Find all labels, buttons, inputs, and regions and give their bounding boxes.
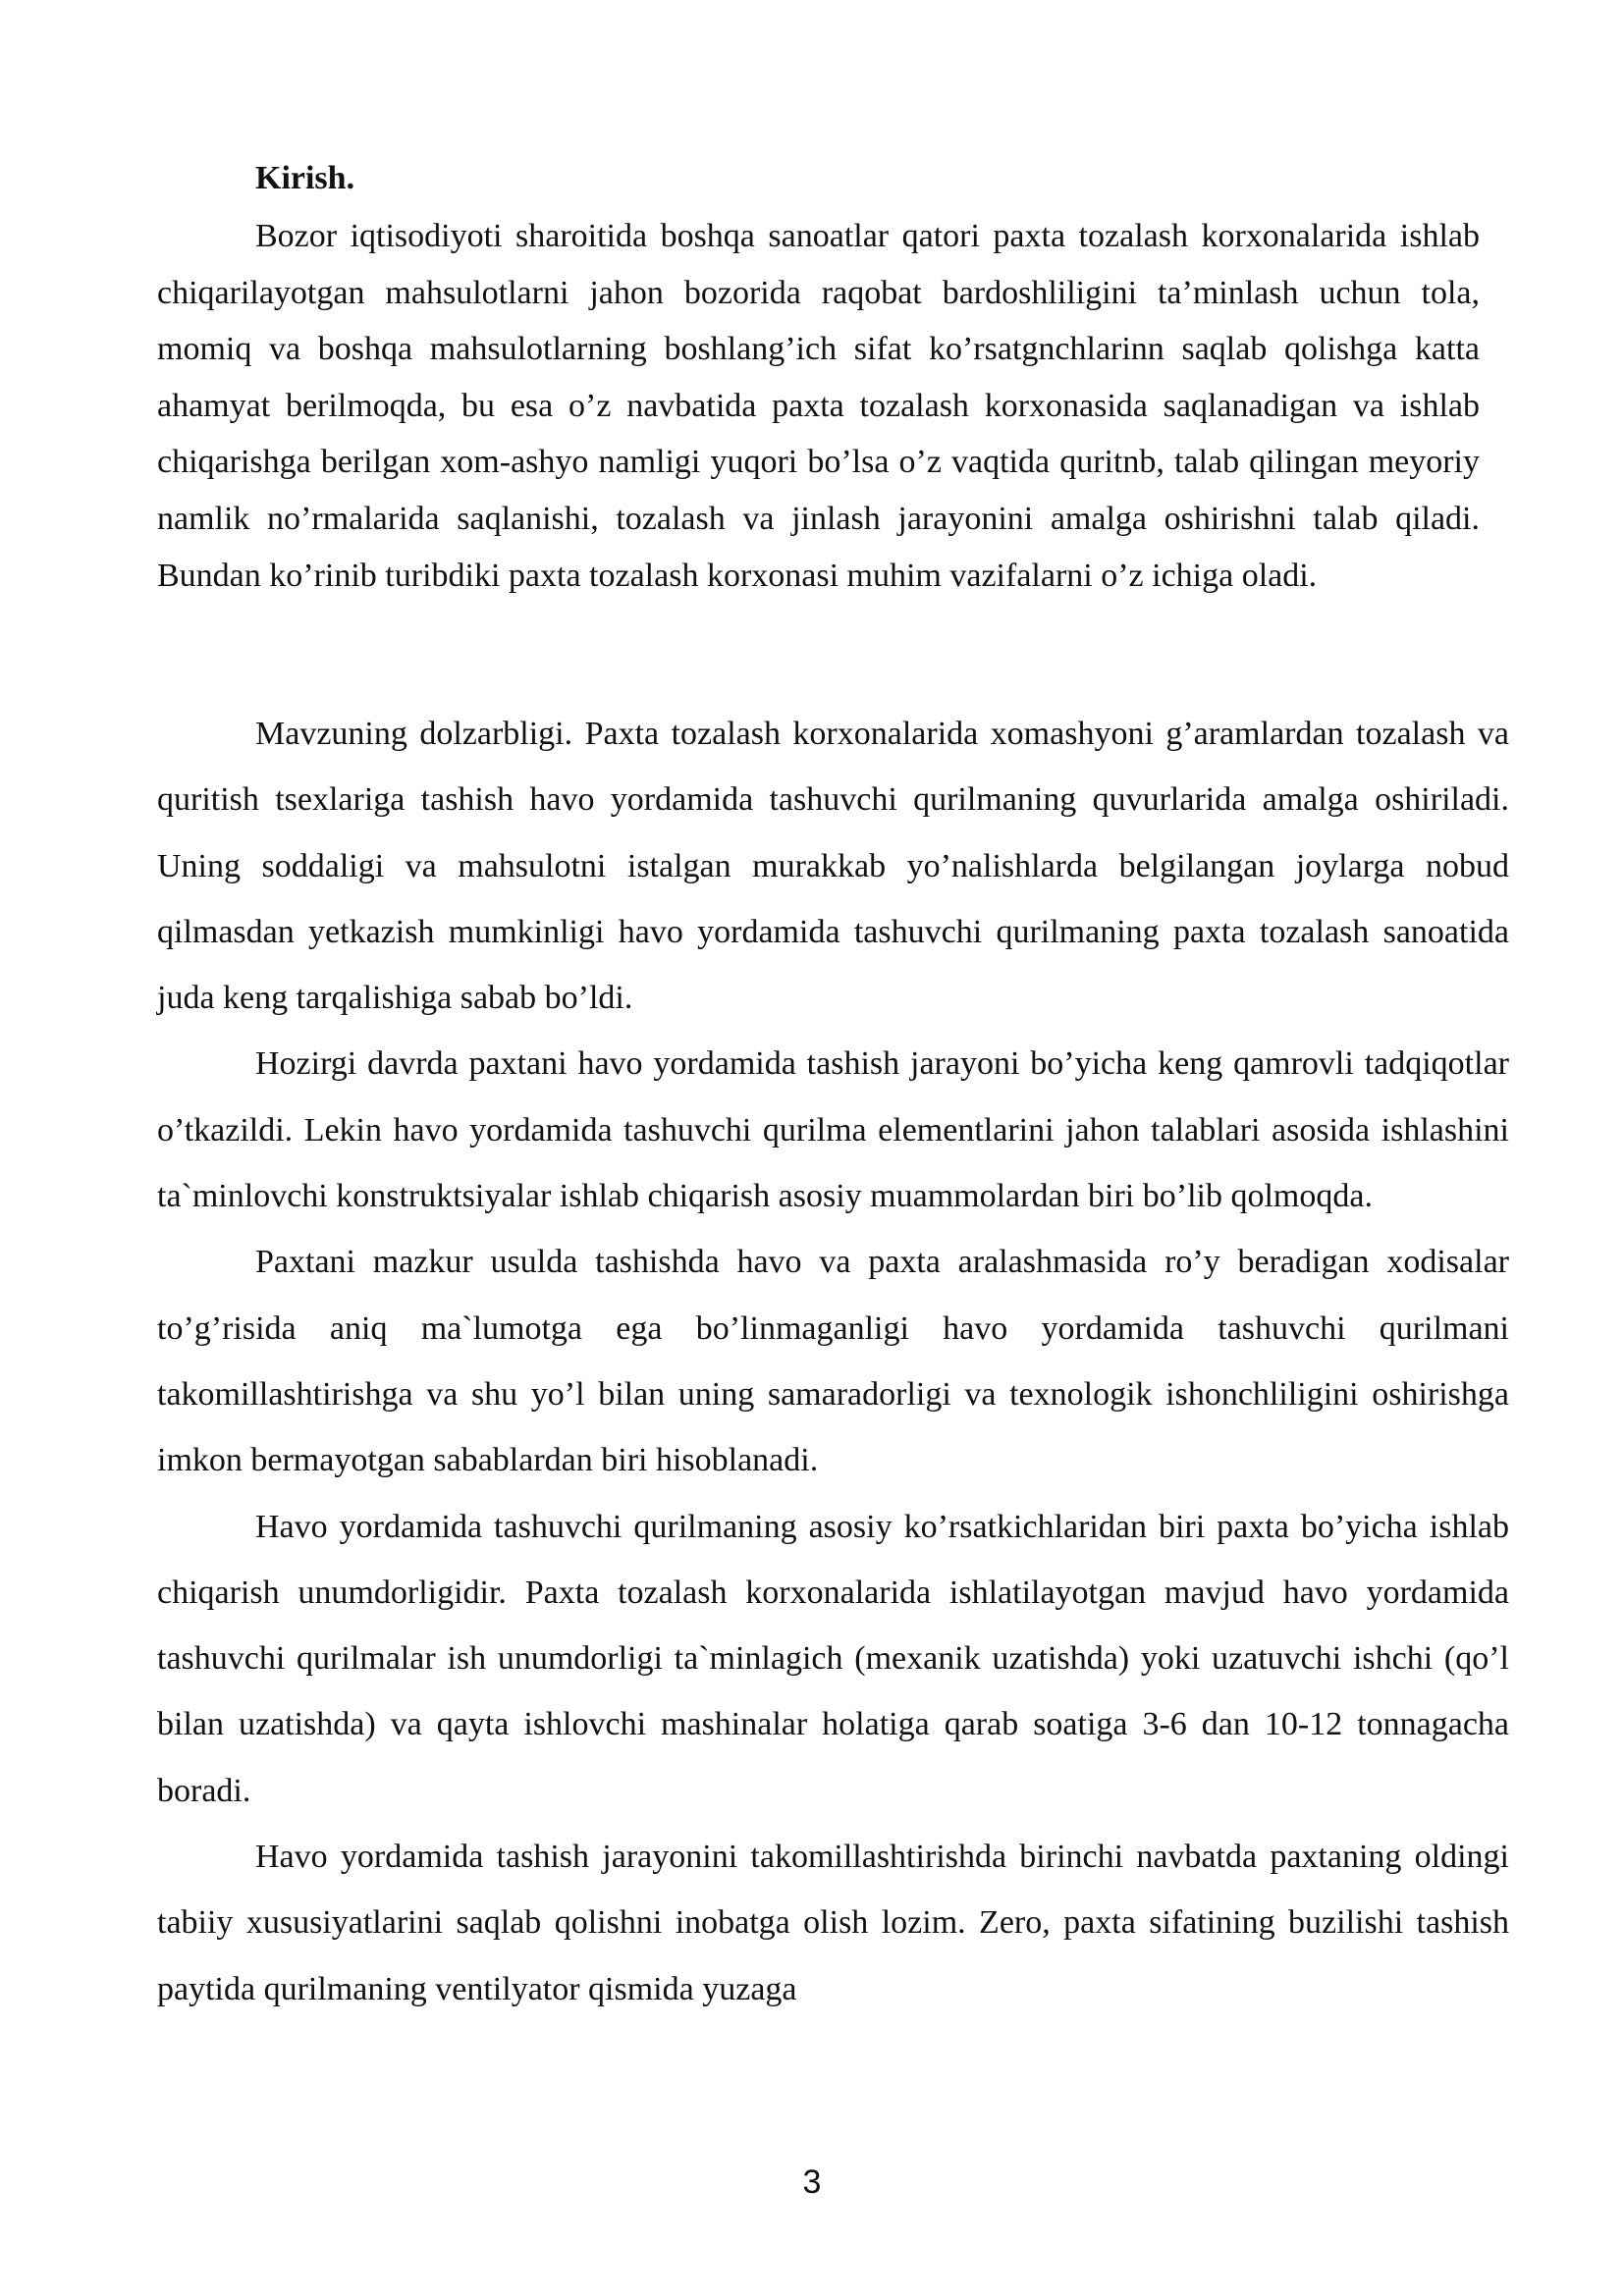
paragraph-improvement: Havo yordamida tashish jarayonini takomillashtirishda birinchi navbatda paxtaning oldingi tabiiy xususiyatlarini saqlab qolishni inobatga olish lozim. Zero, paxta sifatining buzilishi tashish paytida qurilmaning ventilyator qismida yuzaga — [157, 1839, 1509, 2007]
paragraph-productivity: Havo yordamida tashuvchi qurilmaning asosiy ko’rsatkichlaridan biri paxta bo’yicha ishlab chiqarish unumdorligidir. Paxta tozalash korxonalarida ishlatilayotgan mavjud havo yordamida tashuvchi qurilmalar ish unumdorligi ta`minlagich (mexanik uzatishda) yoki uzatuvchi ishchi (qo’l bilan uzatishda) va qayta ishlovchi mashinalar holatiga qarab soatiga 3-6 dan 10-12 tonnagacha boradi. — [157, 1508, 1509, 1809]
text-block-main — [157, 701, 1509, 2022]
paragraph-research: Hozirgi davrda paxtani havo yordamida tashish jarayoni bo’yicha keng qamrovli tadqiqotlar o’tkazildi. Lekin havo yordamida tashuvchi qurilma elementlarini jahon talablari asosida ishlashini ta`minlovchi konstruktsiyalar ishlab chiqarish asosiy muammolardan biri bo’lib qolmoqda. — [157, 1045, 1509, 1215]
text-block-intro — [157, 208, 1480, 604]
paragraph-intro: Bozor iqtisodiyoti sharoitida boshqa sanoatlar qatori paxta tozalash korxonalarida ishlab chiqarilayotgan mahsulotlarni jahon bozorida raqobat bardoshliligini taʼminlash uchun tola, momiq va boshqa mahsulotlarning boshlang’ich sifat ko’rsatgnchlarinn saqlab qolishga katta ahamyat berilmoqda, bu esa o’z navbatida paxta tozalash korxonasida saqlanadigan va ishlab chiqarishga berilgan xom-ashyo namligi yuqori bo’lsa o’z vaqtida quritnb, talab qilingan meyoriy namlik no’rmalarida saqlanishi, tozalash va jinlash jarayonini amalga oshirishni talab qiladi. Bundan ko’rinib turibdiki paxta tozalash korxonasi muhim vazifalarni o’z ichiga oladi. — [157, 218, 1480, 594]
section-heading: Kirish. — [255, 160, 355, 196]
page-number: 3 — [802, 2163, 822, 2201]
paragraph-relevance: Mavzuning dolzarbligi. Paxta tozalash korxonalarida xomashyoni g’aramlardan tozalash va quritish tsexlariga tashish havo yordamida tashuvchi qurilmaning quvurlarida amalga oshiriladi. Uning soddaligi va mahsulotni istalgan murakkab yo’nalishlarda belgilangan joylarga nobud qilmasdan yetkazish mumkinligi havo yordamida tashuvchi qurilmaning paxta tozalash sanoatida juda keng tarqalishiga sabab bo’ldi. — [157, 716, 1509, 1017]
paragraph-phenomena: Paxtani mazkur usulda tashishda havo va paxta aralashmasida ro’y beradigan xodisalar to’g’risida aniq ma`lumotga ega bo’linmaganligi havo yordamida tashuvchi qurilmani takomillashtirishga va shu yo’l bilan uning samaradorligi va texnologik ishonchliligini oshirishga imkon bermayotgan sabablardan biri hisoblanadi. — [157, 1244, 1509, 1479]
